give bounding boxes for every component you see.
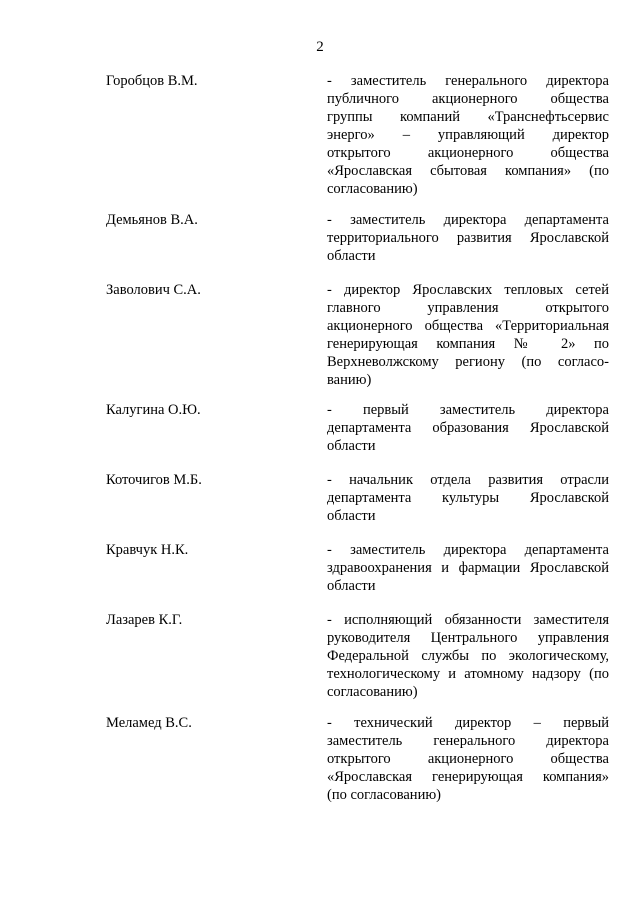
- member-name: Коточигов М.Б.: [106, 472, 202, 488]
- position-line: - первый заместитель директора: [327, 402, 609, 418]
- position-line: - технический директор – первый: [327, 715, 609, 731]
- position-line: заместитель генерального директора: [327, 733, 609, 749]
- position-line: области: [327, 508, 376, 524]
- member-position: [327, 611, 609, 701]
- position-line: открытого акционерного общества: [327, 145, 609, 161]
- position-line: открытого акционерного общества: [327, 751, 609, 767]
- position-line: области: [327, 578, 376, 594]
- position-line: «Ярославская сбытовая компания» (по: [327, 163, 609, 179]
- member-position: [327, 401, 609, 455]
- position-line: - заместитель директора департамента: [327, 542, 609, 558]
- position-line: - исполняющий обязанности заместителя: [327, 612, 609, 628]
- position-line: - начальник отдела развития отрасли: [327, 472, 609, 488]
- position-line: - директор Ярославских тепловых сетей: [327, 282, 609, 298]
- position-line: руководителя Центрального управления: [327, 630, 609, 646]
- position-line: согласованию): [327, 684, 418, 700]
- member-name: Заволович С.А.: [106, 282, 201, 298]
- member-name: Лазарев К.Г.: [106, 612, 183, 628]
- member-name: Демьянов В.А.: [106, 212, 198, 228]
- position-line: департамента культуры Ярославской: [327, 490, 609, 506]
- member-position: [327, 714, 609, 804]
- member-position: [327, 281, 609, 389]
- member-position: [327, 72, 609, 198]
- position-line: - заместитель генерального директора: [327, 73, 609, 89]
- position-line: «Ярославская генерирующая компания»: [327, 769, 609, 785]
- member-name: Кравчук Н.К.: [106, 542, 189, 558]
- position-line: здравоохранения и фармации Ярославской: [327, 560, 609, 576]
- member-position: [327, 211, 609, 265]
- position-line: главного управления открытого: [327, 300, 609, 316]
- position-line: технологическому и атомному надзору (по: [327, 666, 609, 682]
- position-line: энерго» – управляющий директор: [327, 127, 609, 143]
- page-number: 2: [316, 39, 324, 55]
- member-name: Калугина О.Ю.: [106, 402, 201, 418]
- position-line: территориального развития Ярославской: [327, 230, 609, 246]
- position-line: ванию): [327, 372, 372, 388]
- member-position: [327, 471, 609, 525]
- position-line: группы компаний «Транснефтьсервис: [327, 109, 609, 125]
- position-line: публичного акционерного общества: [327, 91, 609, 107]
- position-line: (по согласованию): [327, 787, 441, 803]
- member-name: Меламед В.С.: [106, 715, 192, 731]
- position-line: Федеральной службы по экологическому,: [327, 648, 609, 664]
- position-line: генерирующая компания № 2» по: [327, 336, 609, 352]
- position-line: департамента образования Ярославской: [327, 420, 609, 436]
- position-line: акционерного общества «Территориальная: [327, 318, 609, 334]
- position-line: Верхневолжскому региону (по согласо-: [327, 354, 609, 370]
- member-name: Горобцов В.М.: [106, 73, 198, 89]
- position-line: согласованию): [327, 181, 418, 197]
- position-line: области: [327, 438, 376, 454]
- member-position: [327, 541, 609, 595]
- position-line: области: [327, 248, 376, 264]
- position-line: - заместитель директора департамента: [327, 212, 609, 228]
